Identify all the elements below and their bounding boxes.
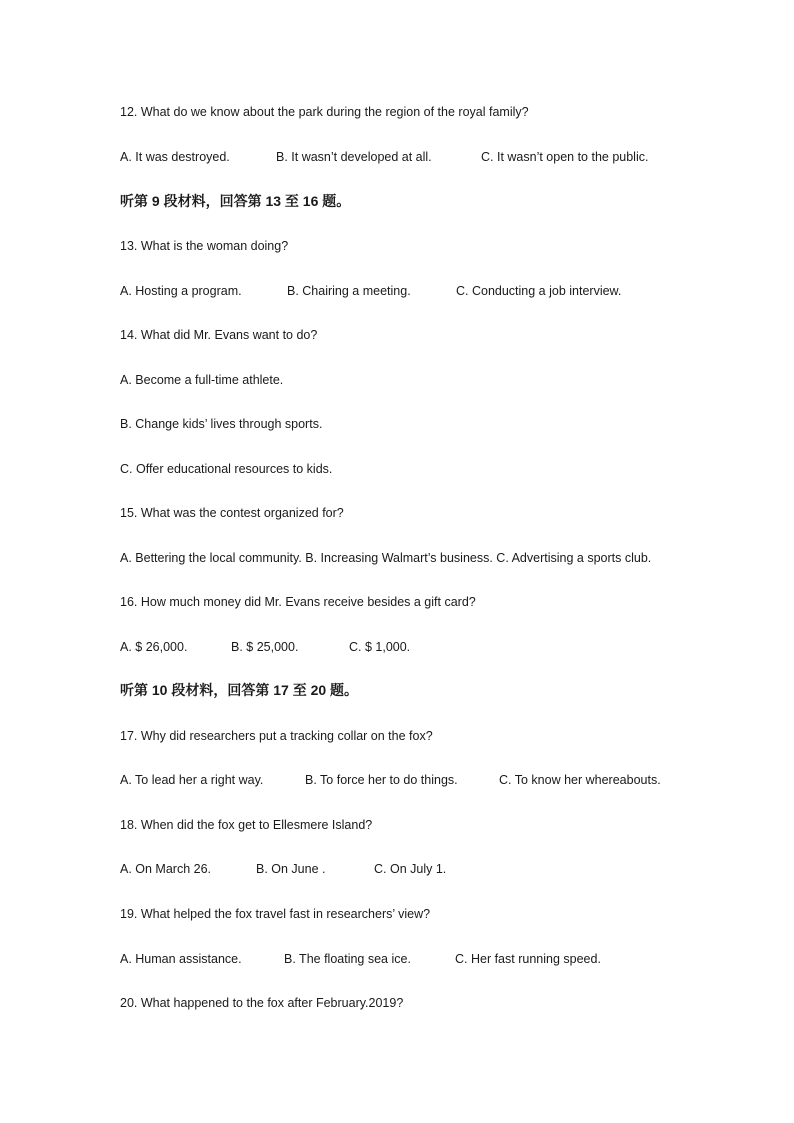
option-b: B. On June . <box>256 862 326 876</box>
option-b: B. Change kids’ lives through sports. <box>120 417 323 431</box>
question-15: 15. What was the contest organized for? <box>120 506 344 520</box>
option-b: B. Chairing a meeting. <box>287 284 411 298</box>
option-a: A. Human assistance. <box>120 952 242 966</box>
question-18: 18. When did the fox get to Ellesmere Island? <box>120 818 373 832</box>
option-c: C. $ 1,000. <box>349 640 411 654</box>
question-17: 17. Why did researchers put a tracking collar on the fox? <box>120 729 433 743</box>
option-a: A. Become a full-time athlete. <box>120 373 284 387</box>
question-15-options: A. Bettering the local community. B. Increasing Walmart’s business. C. Advertising a sports club. <box>120 551 652 565</box>
option-c: C. Her fast running speed. <box>455 952 601 966</box>
option-c: C. Conducting a job interview. <box>456 284 622 298</box>
option-b: B. To force her to do things. <box>305 773 458 787</box>
question-13: 13. What is the woman doing? <box>120 239 289 253</box>
option-b: B. $ 25,000. <box>231 640 299 654</box>
option-a: A. It was destroyed. <box>120 150 230 164</box>
option-c: C. On July 1. <box>374 862 447 876</box>
question-14: 14. What did Mr. Evans want to do? <box>120 328 318 342</box>
option-a: A. On March 26. <box>120 862 212 876</box>
question-20: 20. What happened to the fox after February.2019? <box>120 996 404 1010</box>
section-heading-9: 听第 9 段材料，回答第 13 至 16 题。 <box>120 193 351 209</box>
option-a: A. $ 26,000. <box>120 640 188 654</box>
option-a: A. To lead her a right way. <box>120 773 264 787</box>
option-c: C. Offer educational resources to kids. <box>120 462 333 476</box>
option-a: A. Hosting a program. <box>120 284 242 298</box>
option-c: C. To know her whereabouts. <box>499 773 661 787</box>
option-c: C. It wasn’t open to the public. <box>481 150 649 164</box>
question-16: 16. How much money did Mr. Evans receive besides a gift card? <box>120 595 476 609</box>
option-b: B. The floating sea ice. <box>284 952 411 966</box>
option-b: B. It wasn’t developed at all. <box>276 150 432 164</box>
question-19: 19. What helped the fox travel fast in researchers’ view? <box>120 907 431 921</box>
section-heading-10: 听第 10 段材料，回答第 17 至 20 题。 <box>120 682 359 698</box>
question-12: 12. What do we know about the park during the region of the royal family? <box>120 105 529 119</box>
